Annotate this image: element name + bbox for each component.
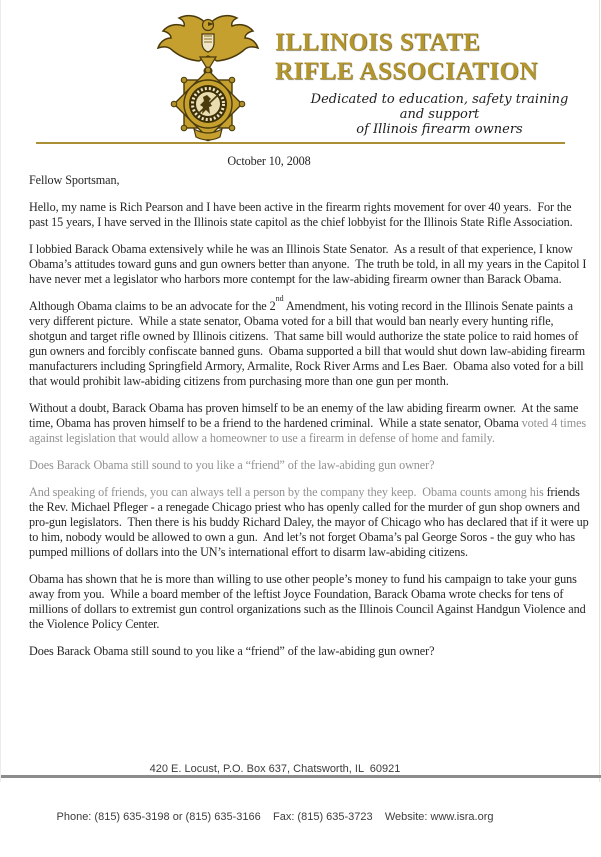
paragraph-money: Obama has shown that he is more than willing to use other people’s money to fund his campaign to take your guns away from you. While a board member of the leftist Joyce Foundation, Barack Obama wrote checks for tens of millions of dollars to extremist gun control organizations such as the Illinois Council Against Handgun Violence and the Violence Policy Center.	[29, 572, 589, 631]
footer-contact: Phone: (815) 635-3198 or (815) 635-3166 Fax: (815) 635-3723 Website: www.isra.org	[56, 811, 494, 823]
footer-address: 420 E. Locust, P.O. Box 637, Chatsworth, IL 60921	[149, 763, 401, 775]
paragraph-lobbied: I lobbied Barack Obama extensively while he was an Illinois State Senator. As a result of that experience, I know Obama’s attitudes toward guns and gun owners better than anyone. The truth be told, in all my years in the Capitol I have never met a legislator who harbors more contempt for the law-abiding firearm owner than Barack Obama.	[29, 242, 590, 286]
eagle-icon	[158, 16, 258, 70]
question-friend-2: Does Barack Obama still sound to you like a “friend” of the law-abiding gun owner?	[29, 644, 435, 658]
paragraph-voting-record	[29, 293, 589, 389]
letter-footer	[1, 729, 549, 857]
paragraph-enemy-main: Without a doubt, Barack Obama has proven himself to be an enemy of the law abiding firearm owner. At the same time, Obama has proven himself to be a friend to the hardened criminal. While a state senator, Obama	[29, 401, 582, 430]
org-title-line1: ILLINOIS STATE	[275, 29, 481, 56]
paragraph-enemy	[29, 401, 589, 446]
page-bottom-border	[1, 775, 601, 778]
letter-date: October 10, 2008	[227, 154, 311, 168]
paragraph-voting-record-start: Although Obama claims to be an advocate for the 2	[29, 299, 276, 313]
letter-body	[1, 148, 599, 659]
org-title-line2: RIFLE ASSOCIATION	[275, 58, 538, 85]
org-tagline	[297, 92, 582, 137]
org-title	[275, 28, 538, 86]
question-friend-1: Does Barack Obama still sound to you like a “friend” of the law-abiding gun owner?	[29, 458, 435, 472]
salutation: Fellow Sportsman,	[29, 173, 120, 187]
org-tagline-line2: of Illinois firearm owners	[356, 122, 523, 137]
paragraph-enemy-faded: voted 4 times against legislation that would allow a homeowner to use a firearm in defense of home and family.	[29, 416, 589, 445]
paragraph-friends-faded: And speaking of friends, you can always tell a person by the company they keep. Obama counts among his	[29, 485, 547, 499]
medallion-center	[184, 80, 232, 128]
paragraph-friends-main: friends the Rev. Michael Pfleger - a renegade Chicago priest who has openly called for the murder of gun shop owners and pro-gun legislators. Then there is his buddy Richard Daley, the mayor of Chicago who has declared that if it were up to him, nobody would be allowed to own a gun. And let’s not forget Obama’s pal George Soros - the guy who has pumped millions of dollars into the UN’s international effort to disarm law-abiding citizens.	[29, 485, 592, 559]
paragraph-voting-record-rest: Amendment, his voting record in the Illinois Senate paints a very different picture. While a state senator, Obama voted for a bill that would ban nearly every hunting rifle, shotgun and target rifle owned by Illinois citizens. That same bill would authorize the state police to raid homes of gun owners and forcibly confiscate banned guns. Obama supported a bill that would shut down law-abiding firearm manufacturers including Springfield Armory, Armalite, Rock River Arms and Les Baer. Obama also voted for a bill that would prohibit law-abiding citizens from purchasing more than one gun per month.	[29, 299, 589, 388]
paragraph-friends	[29, 485, 592, 560]
org-tagline-line1: Dedicated to education, safety training and support	[310, 92, 569, 122]
ordinal-superscript: nd	[275, 293, 284, 303]
letterhead-divider	[36, 142, 565, 144]
paragraph-intro: Hello, my name is Rich Pearson and I have been active in the firearm rights movement for over 40 years. For the past 15 years, I have served in the Illinois state capitol as the chief lobbyist for the Illinois State Rifle Association.	[29, 200, 575, 229]
letterhead	[1, 0, 599, 148]
isra-emblem-logo	[149, 12, 267, 140]
